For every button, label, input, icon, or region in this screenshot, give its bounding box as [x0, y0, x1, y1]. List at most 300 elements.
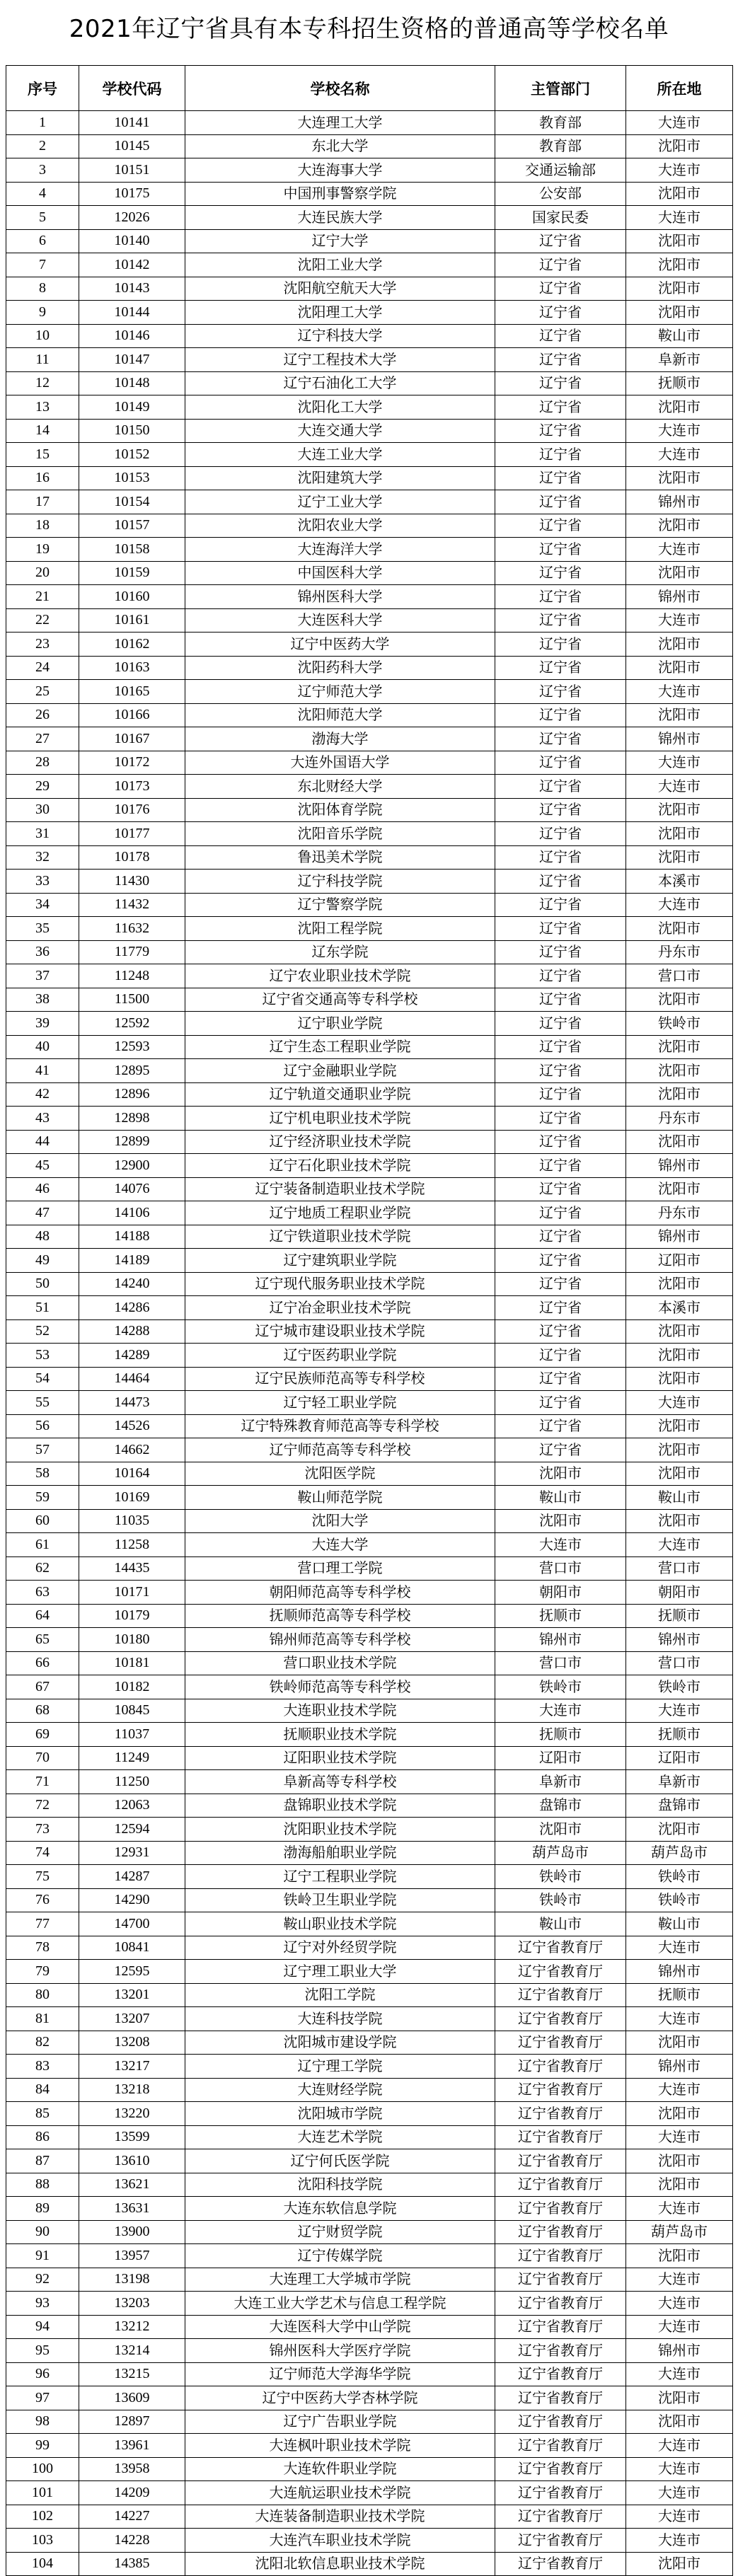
cell-location: 沈阳市 — [626, 633, 733, 657]
cell-index: 69 — [6, 1723, 79, 1747]
cell-location: 沈阳市 — [626, 2552, 733, 2576]
cell-department: 辽宁省 — [495, 1249, 626, 1273]
cell-location: 沈阳市 — [626, 1130, 733, 1154]
cell-index: 65 — [6, 1628, 79, 1652]
cell-school-name: 辽宁现代服务职业技术学院 — [185, 1272, 495, 1296]
cell-code: 12896 — [79, 1082, 185, 1107]
cell-code: 14209 — [79, 2481, 185, 2505]
cell-code: 11779 — [79, 940, 185, 964]
table-row — [6, 1462, 733, 1486]
cell-department: 辽宁省教育厅 — [495, 2268, 626, 2292]
cell-school-name: 沈阳师范大学 — [185, 703, 495, 727]
table-row — [6, 727, 733, 751]
school-table — [6, 65, 733, 2576]
cell-department: 辽宁省 — [495, 964, 626, 988]
cell-location: 营口市 — [626, 964, 733, 988]
cell-index: 92 — [6, 2268, 79, 2292]
cell-location: 沈阳市 — [626, 1818, 733, 1842]
cell-index: 84 — [6, 2078, 79, 2102]
cell-department: 辽宁省 — [495, 1130, 626, 1154]
cell-school-name: 辽宁冶金职业技术学院 — [185, 1296, 495, 1320]
cell-department: 辽宁省 — [495, 1414, 626, 1438]
cell-location: 铁岭市 — [626, 1888, 733, 1912]
cell-school-name: 大连装备制造职业技术学院 — [185, 2505, 495, 2529]
table-row — [6, 1770, 733, 1794]
cell-location: 锦州市 — [626, 1628, 733, 1652]
table-row — [6, 1225, 733, 1249]
cell-department: 辽宁省 — [495, 1438, 626, 1462]
cell-index: 18 — [6, 514, 79, 538]
cell-code: 10160 — [79, 585, 185, 609]
cell-school-name: 辽宁理工学院 — [185, 2055, 495, 2079]
cell-location: 沈阳市 — [626, 466, 733, 490]
cell-code: 10841 — [79, 1936, 185, 1960]
table-row — [6, 2055, 733, 2079]
cell-location: 沈阳市 — [626, 2149, 733, 2173]
cell-location: 沈阳市 — [626, 845, 733, 870]
cell-location: 锦州市 — [626, 2339, 733, 2363]
cell-department: 辽宁省 — [495, 1012, 626, 1036]
cell-school-name: 沈阳药科大学 — [185, 656, 495, 680]
table-row — [6, 798, 733, 822]
table-row — [6, 1035, 733, 1059]
cell-index: 12 — [6, 371, 79, 395]
cell-location: 葫芦岛市 — [626, 2220, 733, 2244]
cell-index: 93 — [6, 2292, 79, 2316]
cell-school-name: 铁岭卫生职业学院 — [185, 1888, 495, 1912]
table-row — [6, 490, 733, 514]
table-row — [6, 2434, 733, 2458]
cell-school-name: 辽宁石化职业技术学院 — [185, 1154, 495, 1178]
table-row — [6, 1344, 733, 1368]
cell-code: 10140 — [79, 229, 185, 253]
cell-department: 辽宁省 — [495, 419, 626, 443]
cell-school-name: 大连财经学院 — [185, 2078, 495, 2102]
cell-department: 辽宁省 — [495, 466, 626, 490]
cell-code: 13218 — [79, 2078, 185, 2102]
table-row — [6, 2552, 733, 2576]
cell-index: 29 — [6, 775, 79, 799]
cell-code: 10172 — [79, 751, 185, 775]
cell-department: 交通运输部 — [495, 158, 626, 183]
cell-location: 大连市 — [626, 158, 733, 183]
cell-index: 63 — [6, 1581, 79, 1605]
cell-school-name: 辽东学院 — [185, 940, 495, 964]
table-row — [6, 2362, 733, 2386]
cell-school-name: 鞍山师范学院 — [185, 1486, 495, 1510]
cell-school-name: 渤海船舶职业学院 — [185, 1841, 495, 1865]
table-row — [6, 111, 733, 135]
table-row — [6, 253, 733, 277]
cell-school-name: 辽宁职业学院 — [185, 1012, 495, 1036]
table-row — [6, 680, 733, 704]
table-header — [6, 66, 733, 111]
cell-index: 43 — [6, 1107, 79, 1131]
cell-location: 抚顺市 — [626, 371, 733, 395]
cell-index: 52 — [6, 1319, 79, 1344]
cell-department: 辽宁省 — [495, 1225, 626, 1249]
cell-code: 11500 — [79, 988, 185, 1012]
cell-location: 葫芦岛市 — [626, 1841, 733, 1865]
cell-school-name: 东北财经大学 — [185, 775, 495, 799]
cell-location: 沈阳市 — [626, 798, 733, 822]
cell-school-name: 渤海大学 — [185, 727, 495, 751]
table-row — [6, 1486, 733, 1510]
cell-location: 沈阳市 — [626, 1462, 733, 1486]
table-row — [6, 2102, 733, 2126]
cell-index: 88 — [6, 2173, 79, 2197]
cell-location: 鞍山市 — [626, 1912, 733, 1936]
cell-department: 辽宁省教育厅 — [495, 1983, 626, 2007]
cell-code: 10169 — [79, 1486, 185, 1510]
cell-department: 辽宁省 — [495, 1391, 626, 1415]
cell-school-name: 沈阳理工大学 — [185, 301, 495, 325]
cell-school-name: 辽宁工程职业学院 — [185, 1865, 495, 1889]
cell-school-name: 沈阳航空航天大学 — [185, 277, 495, 301]
cell-department: 辽宁省教育厅 — [495, 2125, 626, 2149]
table-row — [6, 608, 733, 633]
cell-location: 沈阳市 — [626, 917, 733, 941]
cell-code: 10148 — [79, 371, 185, 395]
cell-code: 11248 — [79, 964, 185, 988]
cell-location: 大连市 — [626, 111, 733, 135]
cell-school-name: 鲁迅美术学院 — [185, 845, 495, 870]
cell-department: 教育部 — [495, 111, 626, 135]
cell-code: 10845 — [79, 1699, 185, 1723]
cell-index: 6 — [6, 229, 79, 253]
cell-school-name: 沈阳职业技术学院 — [185, 1818, 495, 1842]
table-row — [6, 2031, 733, 2055]
cell-school-name: 锦州医科大学 — [185, 585, 495, 609]
cell-index: 35 — [6, 917, 79, 941]
cell-index: 36 — [6, 940, 79, 964]
cell-code: 14464 — [79, 1367, 185, 1391]
cell-code: 10157 — [79, 514, 185, 538]
cell-location: 沈阳市 — [626, 134, 733, 158]
cell-index: 100 — [6, 2457, 79, 2481]
cell-index: 66 — [6, 1651, 79, 1675]
table-row — [6, 845, 733, 870]
cell-code: 10173 — [79, 775, 185, 799]
cell-location: 大连市 — [626, 2078, 733, 2102]
cell-index: 42 — [6, 1082, 79, 1107]
cell-school-name: 中国医科大学 — [185, 561, 495, 585]
cell-index: 23 — [6, 633, 79, 657]
cell-index: 72 — [6, 1794, 79, 1818]
cell-school-name: 阜新高等专科学校 — [185, 1770, 495, 1794]
cell-code: 10152 — [79, 443, 185, 467]
cell-index: 44 — [6, 1130, 79, 1154]
cell-code: 10149 — [79, 395, 185, 420]
cell-department: 辽宁省教育厅 — [495, 2457, 626, 2481]
cell-index: 22 — [6, 608, 79, 633]
cell-code: 13609 — [79, 2386, 185, 2410]
cell-index: 64 — [6, 1604, 79, 1628]
cell-school-name: 沈阳城市建设学院 — [185, 2031, 495, 2055]
cell-school-name: 大连工业大学 — [185, 443, 495, 467]
cell-school-name: 大连汽车职业技术学院 — [185, 2529, 495, 2553]
cell-school-name: 辽宁中医药大学 — [185, 633, 495, 657]
cell-index: 70 — [6, 1746, 79, 1770]
cell-location: 铁岭市 — [626, 1865, 733, 1889]
table-row — [6, 277, 733, 301]
cell-code: 14286 — [79, 1296, 185, 1320]
cell-code: 12898 — [79, 1107, 185, 1131]
cell-index: 49 — [6, 1249, 79, 1273]
cell-code: 10147 — [79, 348, 185, 372]
cell-index: 4 — [6, 182, 79, 206]
cell-code: 14700 — [79, 1912, 185, 1936]
cell-department: 辽宁省 — [495, 348, 626, 372]
cell-index: 56 — [6, 1414, 79, 1438]
cell-school-name: 中国刑事警察学院 — [185, 182, 495, 206]
cell-department: 辽宁省 — [495, 633, 626, 657]
cell-location: 锦州市 — [626, 2055, 733, 2079]
cell-location: 锦州市 — [626, 1225, 733, 1249]
cell-school-name: 辽宁铁道职业技术学院 — [185, 1225, 495, 1249]
cell-department: 营口市 — [495, 1651, 626, 1675]
cell-index: 10 — [6, 324, 79, 348]
cell-location: 铁岭市 — [626, 1012, 733, 1036]
table-row — [6, 182, 733, 206]
cell-department: 辽宁省 — [495, 798, 626, 822]
cell-index: 98 — [6, 2410, 79, 2434]
cell-index: 102 — [6, 2505, 79, 2529]
cell-location: 沈阳市 — [626, 822, 733, 846]
cell-school-name: 大连理工大学 — [185, 111, 495, 135]
cell-index: 62 — [6, 1556, 79, 1581]
cell-index: 13 — [6, 395, 79, 420]
cell-index: 46 — [6, 1177, 79, 1201]
cell-code: 14435 — [79, 1556, 185, 1581]
cell-school-name: 铁岭师范高等专科学校 — [185, 1675, 495, 1699]
cell-location: 沈阳市 — [626, 2386, 733, 2410]
cell-index: 67 — [6, 1675, 79, 1699]
cell-department: 营口市 — [495, 1556, 626, 1581]
header-row — [6, 66, 733, 111]
table-row — [6, 1107, 733, 1131]
cell-department: 辽宁省教育厅 — [495, 2244, 626, 2268]
cell-department: 辽宁省 — [495, 870, 626, 894]
cell-index: 27 — [6, 727, 79, 751]
cell-location: 沈阳市 — [626, 561, 733, 585]
cell-code: 14189 — [79, 1249, 185, 1273]
cell-school-name: 辽宁理工职业大学 — [185, 1960, 495, 1984]
cell-location: 大连市 — [626, 751, 733, 775]
cell-department: 阜新市 — [495, 1770, 626, 1794]
cell-department: 辽阳市 — [495, 1746, 626, 1770]
cell-location: 大连市 — [626, 775, 733, 799]
cell-code: 14240 — [79, 1272, 185, 1296]
cell-code: 11037 — [79, 1723, 185, 1747]
cell-school-name: 沈阳工业大学 — [185, 253, 495, 277]
cell-school-name: 鞍山职业技术学院 — [185, 1912, 495, 1936]
cell-department: 鞍山市 — [495, 1912, 626, 1936]
cell-department: 辽宁省教育厅 — [495, 2078, 626, 2102]
cell-school-name: 辽宁轨道交通职业学院 — [185, 1082, 495, 1107]
cell-index: 32 — [6, 845, 79, 870]
cell-code: 10171 — [79, 1581, 185, 1605]
cell-index: 60 — [6, 1509, 79, 1533]
cell-department: 抚顺市 — [495, 1723, 626, 1747]
cell-index: 77 — [6, 1912, 79, 1936]
cell-department: 公安部 — [495, 182, 626, 206]
cell-location: 铁岭市 — [626, 1675, 733, 1699]
cell-school-name: 大连科技学院 — [185, 2007, 495, 2031]
cell-code: 11432 — [79, 893, 185, 917]
table-row — [6, 1581, 733, 1605]
cell-code: 10143 — [79, 277, 185, 301]
cell-index: 68 — [6, 1699, 79, 1723]
cell-location: 锦州市 — [626, 727, 733, 751]
cell-index: 31 — [6, 822, 79, 846]
cell-location: 抚顺市 — [626, 1723, 733, 1747]
cell-location: 丹东市 — [626, 1201, 733, 1225]
cell-code: 10180 — [79, 1628, 185, 1652]
cell-school-name: 辽宁对外经贸学院 — [185, 1936, 495, 1960]
cell-code: 13215 — [79, 2362, 185, 2386]
cell-department: 辽宁省 — [495, 585, 626, 609]
cell-index: 19 — [6, 538, 79, 562]
cell-index: 99 — [6, 2434, 79, 2458]
cell-location: 大连市 — [626, 443, 733, 467]
table-row — [6, 1983, 733, 2007]
cell-school-name: 辽宁传媒学院 — [185, 2244, 495, 2268]
cell-index: 80 — [6, 1983, 79, 2007]
cell-code: 11258 — [79, 1533, 185, 1557]
table-row — [6, 1319, 733, 1344]
table-row — [6, 206, 733, 230]
cell-school-name: 营口职业技术学院 — [185, 1651, 495, 1675]
cell-location: 大连市 — [626, 2362, 733, 2386]
table-row — [6, 1249, 733, 1273]
cell-school-name: 辽宁师范高等专科学校 — [185, 1438, 495, 1462]
cell-department: 辽宁省教育厅 — [495, 2481, 626, 2505]
cell-school-name: 沈阳音乐学院 — [185, 822, 495, 846]
cell-index: 104 — [6, 2552, 79, 2576]
cell-location: 丹东市 — [626, 1107, 733, 1131]
table-row — [6, 1651, 733, 1675]
cell-location: 沈阳市 — [626, 1177, 733, 1201]
table-row — [6, 585, 733, 609]
cell-code: 13957 — [79, 2244, 185, 2268]
cell-index: 83 — [6, 2055, 79, 2079]
cell-school-name: 辽宁中医药大学杏林学院 — [185, 2386, 495, 2410]
cell-code: 11632 — [79, 917, 185, 941]
cell-school-name: 大连职业技术学院 — [185, 1699, 495, 1723]
page-title: 2021年辽宁省具有本专科招生资格的普通高等学校名单 — [69, 15, 669, 43]
cell-index: 73 — [6, 1818, 79, 1842]
cell-location: 沈阳市 — [626, 1414, 733, 1438]
cell-department: 沈阳市 — [495, 1509, 626, 1533]
table-row — [6, 2292, 733, 2316]
cell-school-name: 大连艺术学院 — [185, 2125, 495, 2149]
table-row — [6, 1675, 733, 1699]
cell-location: 沈阳市 — [626, 2173, 733, 2197]
table-row — [6, 2505, 733, 2529]
table-row — [6, 1865, 733, 1889]
cell-school-name: 辽宁医药职业学院 — [185, 1344, 495, 1368]
cell-code: 10178 — [79, 845, 185, 870]
cell-department: 沈阳市 — [495, 1462, 626, 1486]
cell-department: 辽宁省 — [495, 917, 626, 941]
cell-index: 3 — [6, 158, 79, 183]
cell-department: 辽宁省教育厅 — [495, 2031, 626, 2055]
cell-index: 101 — [6, 2481, 79, 2505]
cell-department: 辽宁省 — [495, 1154, 626, 1178]
cell-location: 大连市 — [626, 2434, 733, 2458]
cell-school-name: 辽宁科技学院 — [185, 870, 495, 894]
cell-index: 59 — [6, 1486, 79, 1510]
cell-school-name: 辽宁财贸学院 — [185, 2220, 495, 2244]
cell-code: 14290 — [79, 1888, 185, 1912]
cell-location: 大连市 — [626, 2125, 733, 2149]
table-row — [6, 1272, 733, 1296]
cell-school-name: 辽宁轻工职业学院 — [185, 1391, 495, 1415]
table-row — [6, 2244, 733, 2268]
cell-code: 12900 — [79, 1154, 185, 1178]
cell-location: 沈阳市 — [626, 1438, 733, 1462]
cell-location: 大连市 — [626, 419, 733, 443]
table-row — [6, 2220, 733, 2244]
cell-school-name: 大连枫叶职业技术学院 — [185, 2434, 495, 2458]
cell-code: 12595 — [79, 1960, 185, 1984]
cell-index: 17 — [6, 490, 79, 514]
table-row — [6, 1604, 733, 1628]
table-row — [6, 917, 733, 941]
table-row — [6, 1960, 733, 1984]
cell-location: 丹东市 — [626, 940, 733, 964]
cell-index: 91 — [6, 2244, 79, 2268]
cell-department: 铁岭市 — [495, 1865, 626, 1889]
cell-code: 10158 — [79, 538, 185, 562]
cell-location: 大连市 — [626, 2505, 733, 2529]
cell-location: 沈阳市 — [626, 277, 733, 301]
cell-school-name: 辽宁师范大学海华学院 — [185, 2362, 495, 2386]
cell-department: 辽宁省 — [495, 277, 626, 301]
cell-code: 10167 — [79, 727, 185, 751]
cell-location: 沈阳市 — [626, 1319, 733, 1344]
cell-school-name: 沈阳工程学院 — [185, 917, 495, 941]
cell-index: 90 — [6, 2220, 79, 2244]
cell-index: 33 — [6, 870, 79, 894]
cell-code: 12593 — [79, 1035, 185, 1059]
cell-index: 75 — [6, 1865, 79, 1889]
cell-location: 大连市 — [626, 538, 733, 562]
table-row — [6, 1177, 733, 1201]
cell-index: 45 — [6, 1154, 79, 1178]
cell-department: 辽宁省 — [495, 1201, 626, 1225]
cell-department: 辽宁省教育厅 — [495, 2505, 626, 2529]
cell-school-name: 沈阳化工大学 — [185, 395, 495, 420]
table-row — [6, 940, 733, 964]
cell-code: 10177 — [79, 822, 185, 846]
cell-code: 13220 — [79, 2102, 185, 2126]
cell-school-name: 辽宁机电职业技术学院 — [185, 1107, 495, 1131]
cell-index: 2 — [6, 134, 79, 158]
cell-index: 21 — [6, 585, 79, 609]
cell-code: 11430 — [79, 870, 185, 894]
cell-department: 辽宁省教育厅 — [495, 2173, 626, 2197]
cell-location: 沈阳市 — [626, 656, 733, 680]
cell-location: 大连市 — [626, 2007, 733, 2031]
cell-department: 辽宁省教育厅 — [495, 2529, 626, 2553]
cell-location: 沈阳市 — [626, 2244, 733, 2268]
cell-code: 11250 — [79, 1770, 185, 1794]
table-row — [6, 2410, 733, 2434]
cell-school-name: 大连东软信息学院 — [185, 2197, 495, 2221]
table-row — [6, 1723, 733, 1747]
